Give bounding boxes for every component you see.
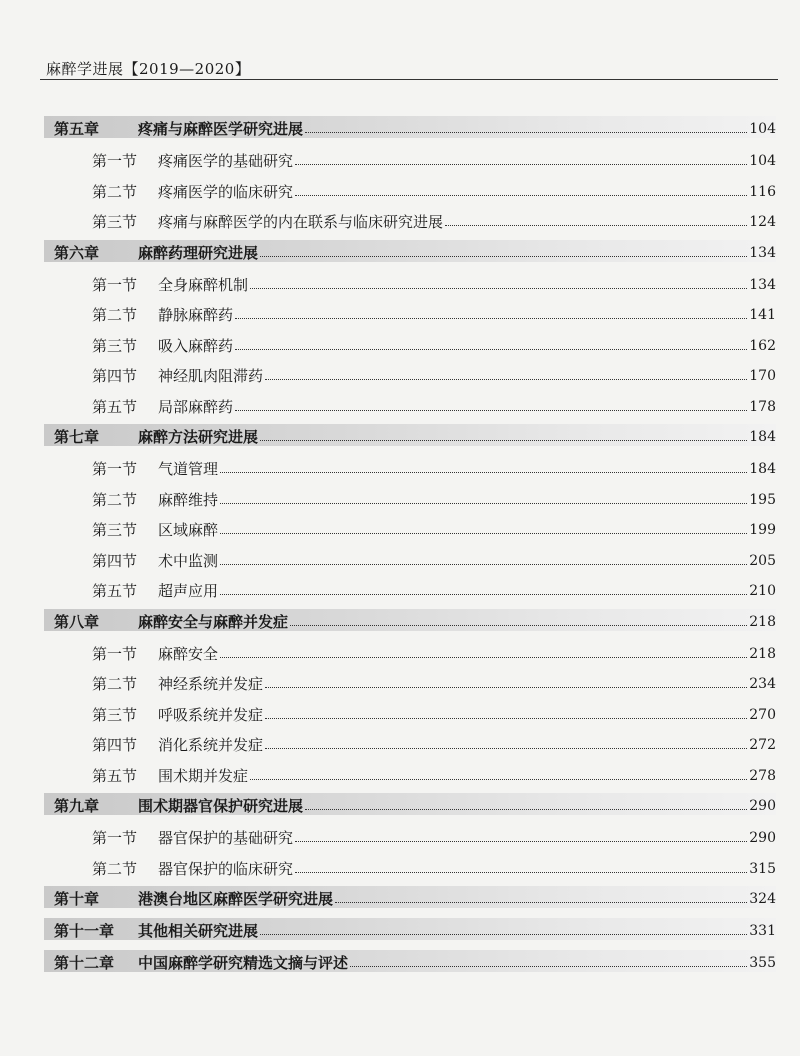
toc-chapter-row bbox=[44, 240, 776, 262]
section-number: 第三节 bbox=[92, 521, 138, 539]
dot-leader bbox=[220, 594, 747, 595]
section-page-number: 270 bbox=[749, 706, 776, 723]
section-title: 器官保护的基础研究 bbox=[158, 829, 294, 847]
toc-chapter-row bbox=[44, 116, 776, 138]
section-title: 疼痛与麻醉医学的内在联系与临床研究进展 bbox=[158, 213, 444, 231]
chapter-number: 第十章 bbox=[54, 890, 100, 908]
section-number: 第二节 bbox=[92, 182, 138, 201]
toc-chapter-row bbox=[44, 886, 776, 908]
dot-leader bbox=[220, 472, 747, 473]
section-page-number: 141 bbox=[749, 307, 776, 323]
dot-leader bbox=[220, 657, 747, 658]
section-title: 器官保护的临床研究 bbox=[158, 859, 294, 878]
section-number: 第二节 bbox=[92, 859, 138, 878]
chapter-title: 疼痛与麻醉医学研究进展 bbox=[138, 120, 304, 138]
section-title: 麻醉维持 bbox=[158, 490, 219, 509]
dot-leader bbox=[235, 410, 747, 411]
section-title: 消化系统并发症 bbox=[158, 736, 264, 754]
table-of-contents bbox=[44, 116, 776, 982]
chapter-page-number: 324 bbox=[749, 891, 776, 907]
toc-section-row bbox=[44, 487, 776, 509]
section-number: 第五节 bbox=[92, 582, 138, 600]
section-number: 第三节 bbox=[92, 213, 138, 231]
section-title: 围术期并发症 bbox=[158, 766, 249, 785]
chapter-title: 中国麻醉学研究精选文摘与评述 bbox=[138, 954, 349, 972]
section-number: 第二节 bbox=[92, 306, 138, 324]
toc-section-row bbox=[44, 825, 776, 847]
toc-section-row bbox=[44, 702, 776, 724]
toc-section-row bbox=[44, 272, 776, 294]
dot-leader bbox=[265, 687, 747, 688]
dot-leader bbox=[220, 533, 747, 534]
toc-section-row bbox=[44, 548, 776, 570]
section-number: 第四节 bbox=[92, 551, 138, 570]
dot-leader bbox=[295, 195, 747, 196]
toc-section-row bbox=[44, 671, 776, 693]
dot-leader bbox=[235, 318, 747, 319]
chapter-page-number: 331 bbox=[749, 923, 776, 939]
section-number: 第一节 bbox=[92, 275, 138, 294]
toc-section-row bbox=[44, 578, 776, 600]
dot-leader bbox=[220, 503, 747, 504]
toc-chapter-row bbox=[44, 424, 776, 446]
section-number: 第一节 bbox=[92, 152, 138, 170]
section-page-number: 290 bbox=[749, 830, 776, 846]
chapter-page-number: 104 bbox=[749, 121, 776, 137]
section-number: 第二节 bbox=[92, 490, 138, 509]
running-header: 麻醉学进展【2019—2020】 bbox=[46, 60, 251, 78]
toc-section-row bbox=[44, 856, 776, 878]
chapter-title: 其他相关研究进展 bbox=[138, 922, 259, 940]
chapter-title: 港澳台地区麻醉医学研究进展 bbox=[138, 890, 334, 908]
toc-section-row bbox=[44, 456, 776, 478]
section-number: 第三节 bbox=[92, 705, 138, 724]
toc-section-row bbox=[44, 209, 776, 231]
dot-leader bbox=[260, 256, 747, 257]
chapter-number: 第六章 bbox=[54, 243, 100, 262]
toc-section-row bbox=[44, 641, 776, 663]
dot-leader bbox=[305, 132, 747, 133]
chapter-page-number: 290 bbox=[749, 798, 776, 814]
toc-chapter-row bbox=[44, 950, 776, 972]
section-title: 区域麻醉 bbox=[158, 521, 219, 539]
section-page-number: 205 bbox=[749, 552, 776, 569]
chapter-number: 第八章 bbox=[54, 612, 100, 631]
dot-leader bbox=[295, 872, 747, 873]
toc-section-row bbox=[44, 363, 776, 385]
section-title: 神经系统并发症 bbox=[158, 675, 264, 693]
chapter-title: 麻醉药理研究进展 bbox=[138, 243, 259, 262]
dot-leader bbox=[220, 564, 747, 565]
dot-leader bbox=[250, 288, 747, 289]
section-page-number: 218 bbox=[749, 645, 776, 662]
section-page-number: 134 bbox=[749, 276, 776, 293]
chapter-page-number: 355 bbox=[749, 955, 776, 971]
section-number: 第五节 bbox=[92, 397, 138, 416]
dot-leader bbox=[260, 440, 747, 441]
section-page-number: 272 bbox=[749, 737, 776, 753]
toc-section-row bbox=[44, 394, 776, 416]
dot-leader bbox=[290, 625, 747, 626]
section-title: 疼痛医学的临床研究 bbox=[158, 182, 294, 201]
dot-leader bbox=[350, 966, 747, 967]
chapter-page-number: 184 bbox=[749, 429, 776, 445]
toc-chapter-row bbox=[44, 918, 776, 940]
chapter-title: 麻醉方法研究进展 bbox=[138, 428, 259, 446]
section-number: 第一节 bbox=[92, 460, 138, 478]
chapter-page-number: 218 bbox=[749, 613, 776, 630]
section-title: 静脉麻醉药 bbox=[158, 306, 234, 324]
chapter-title: 麻醉安全与麻醉并发症 bbox=[138, 612, 289, 631]
dot-leader bbox=[260, 934, 747, 935]
dot-leader bbox=[265, 379, 747, 380]
section-title: 气道管理 bbox=[158, 460, 219, 478]
section-page-number: 199 bbox=[749, 522, 776, 538]
section-number: 第一节 bbox=[92, 829, 138, 847]
toc-chapter-row bbox=[44, 609, 776, 631]
section-page-number: 104 bbox=[749, 153, 776, 169]
section-title: 吸入麻醉药 bbox=[158, 336, 234, 355]
section-page-number: 162 bbox=[749, 337, 776, 354]
section-number: 第二节 bbox=[92, 675, 138, 693]
section-title: 全身麻醉机制 bbox=[158, 275, 249, 294]
section-number: 第四节 bbox=[92, 736, 138, 754]
section-title: 疼痛医学的基础研究 bbox=[158, 152, 294, 170]
section-title: 局部麻醉药 bbox=[158, 397, 234, 416]
section-title: 麻醉安全 bbox=[158, 644, 219, 663]
section-page-number: 170 bbox=[749, 368, 776, 384]
dot-leader bbox=[445, 225, 747, 226]
toc-section-row bbox=[44, 179, 776, 201]
toc-section-row bbox=[44, 763, 776, 785]
section-number: 第三节 bbox=[92, 336, 138, 355]
section-title: 神经肌肉阻滞药 bbox=[158, 367, 264, 385]
chapter-number: 第十二章 bbox=[54, 954, 115, 972]
toc-section-row bbox=[44, 732, 776, 754]
dot-leader bbox=[265, 748, 747, 749]
section-title: 超声应用 bbox=[158, 582, 219, 600]
section-page-number: 210 bbox=[749, 583, 776, 599]
section-page-number: 315 bbox=[749, 860, 776, 877]
dot-leader bbox=[295, 164, 747, 165]
chapter-number: 第十一章 bbox=[54, 922, 115, 940]
toc-chapter-row bbox=[44, 793, 776, 815]
section-number: 第四节 bbox=[92, 367, 138, 385]
section-title: 呼吸系统并发症 bbox=[158, 705, 264, 724]
section-number: 第五节 bbox=[92, 766, 138, 785]
chapter-title: 围术期器官保护研究进展 bbox=[138, 797, 304, 815]
section-page-number: 116 bbox=[749, 183, 776, 200]
toc-section-row bbox=[44, 517, 776, 539]
dot-leader bbox=[235, 349, 747, 350]
chapter-number: 第五章 bbox=[54, 120, 100, 138]
dot-leader bbox=[295, 841, 747, 842]
dot-leader bbox=[265, 718, 747, 719]
section-page-number: 195 bbox=[749, 491, 776, 508]
toc-section-row bbox=[44, 302, 776, 324]
chapter-number: 第七章 bbox=[54, 428, 100, 446]
section-page-number: 234 bbox=[749, 676, 776, 692]
header-rule bbox=[40, 79, 778, 80]
section-number: 第一节 bbox=[92, 644, 138, 663]
section-page-number: 278 bbox=[749, 767, 776, 784]
section-title: 术中监测 bbox=[158, 551, 219, 570]
toc-section-row bbox=[44, 333, 776, 355]
chapter-page-number: 134 bbox=[749, 244, 776, 261]
toc-section-row bbox=[44, 148, 776, 170]
section-page-number: 184 bbox=[749, 461, 776, 477]
dot-leader bbox=[250, 779, 747, 780]
section-page-number: 178 bbox=[749, 398, 776, 415]
chapter-number: 第九章 bbox=[54, 797, 100, 815]
dot-leader bbox=[305, 809, 747, 810]
dot-leader bbox=[335, 902, 747, 903]
section-page-number: 124 bbox=[749, 214, 776, 230]
